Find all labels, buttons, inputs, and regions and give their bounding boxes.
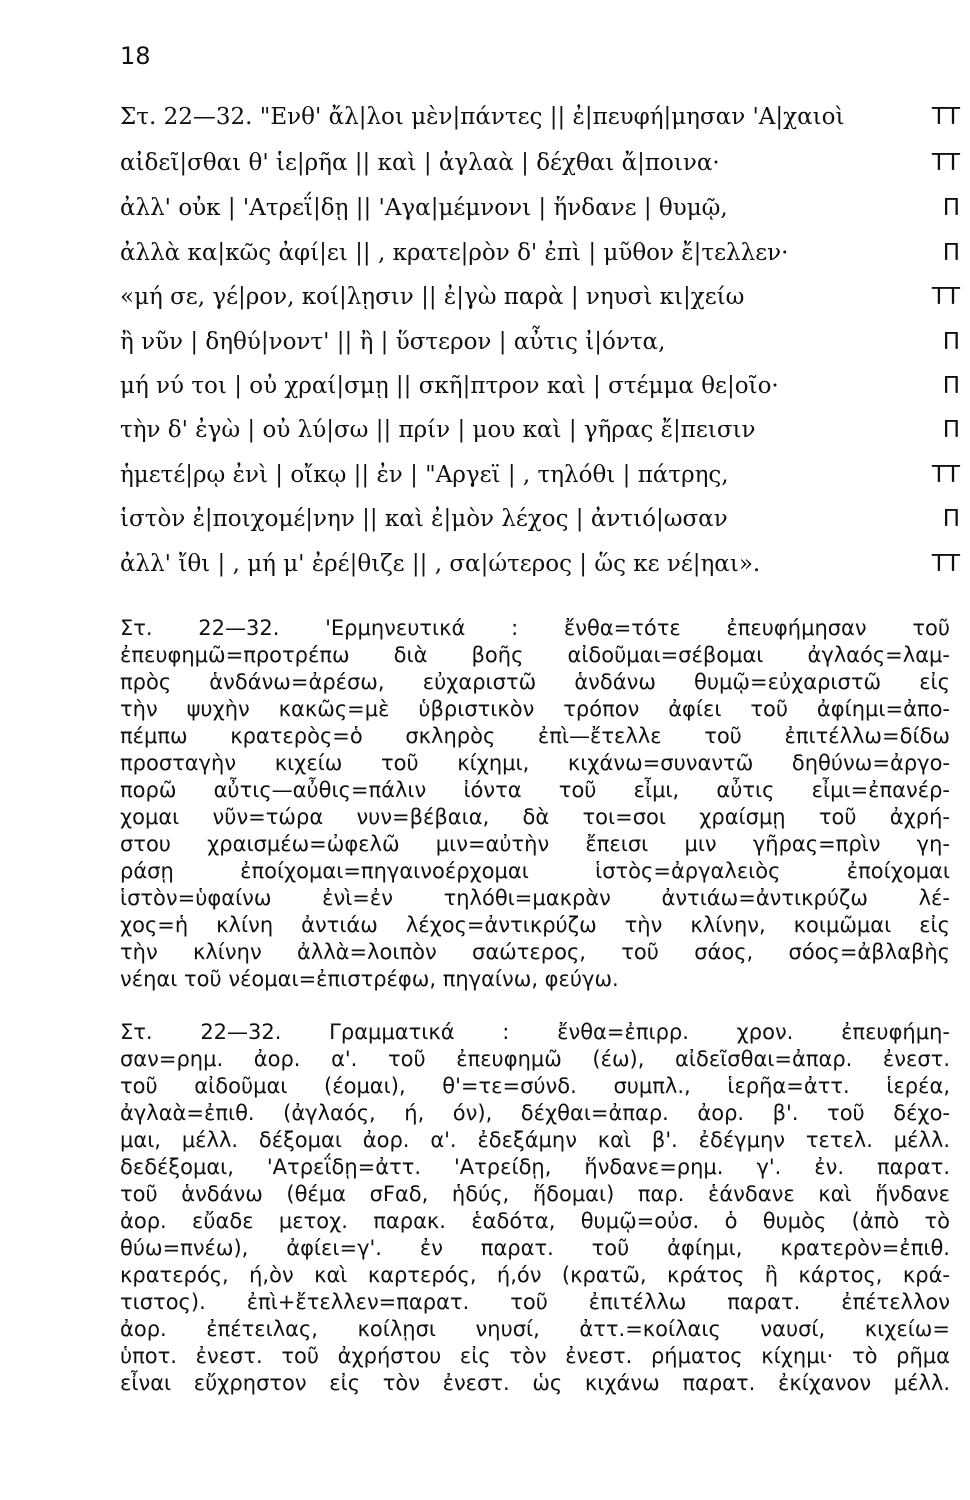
meter-mark: ΤΤ bbox=[931, 284, 960, 310]
verse-text: ἀλλ' ἴθι | , μή μ' ἐρέ|θιζε || , σα|ώτερος | ὥς κε νέ|ηαι». bbox=[120, 551, 761, 577]
commentary-line: στου χραισμέω=ὠφελῶ μιν=αὐτὴν ἔπεισι μιν γῆρας=πρὶν γη- bbox=[120, 832, 950, 856]
verse-text: ἡμετέ|ρῳ ἐνὶ | οἴκῳ || ἐν | "Αργεϊ | , τηλόθι | πάτρης, bbox=[120, 462, 729, 488]
grammar-line: ἀορ. ἐπέτειλας, κοίλῃσι νηυσί, ἀττ.=κοίλαις ναυσί, κιχείω= bbox=[120, 1317, 950, 1341]
meter-mark: Π bbox=[942, 506, 960, 532]
grammar-line: τοῦ αἰδοῦμαι (έομαι), θ'=τε=σύνδ. συμπλ., ἱερῆα=ἀττ. ἱερέα, bbox=[120, 1074, 950, 1098]
commentary-line: χομαι νῦν=τώρα νυν=βέβαια, δὰ τοι=σοι χραίσμῃ τοῦ ἀχρή- bbox=[120, 805, 950, 829]
commentary-line: χος=ἡ κλίνη ἀντιάω λέχος=ἀντικρύζω τὴν κλίνην, κοιμῶμαι εἰς bbox=[120, 913, 950, 937]
commentary-line: τὴν κλίνην ἀλλὰ=λοιπὸν σαώτερος, τοῦ σάος, σόος=ἀβλαβὴς bbox=[120, 940, 950, 964]
meter-mark: ΤΤ bbox=[931, 150, 960, 176]
grammar-line: ὑποτ. ἐνεστ. τοῦ ἀχρήστου εἰς τὸν ἐνεστ. ρήματος κίχημι· τὸ ρῆμα bbox=[120, 1344, 950, 1368]
grammar-line: κρατερός, ή,ὸν καὶ καρτερός, ή,όν (κρατῶ, κράτος ἢ κάρτος, κρά- bbox=[120, 1263, 950, 1287]
meter-mark: Π bbox=[942, 195, 960, 221]
grammar-line: τοῦ ἁνδάνω (θέμα σFαδ, ἡδύς, ἥδομαι) παρ. ἑάνδανε καὶ ἥνδανε bbox=[120, 1182, 950, 1206]
verse-text: μή νύ τοι | οὐ χραί|σμῃ || σκῆ|πτρον καὶ | στέμμα θε|οῖο· bbox=[120, 373, 779, 399]
verse-text: αἰδεῖ|σθαι θ' ἱε|ρῆα || καὶ | ἀγλαὰ | δέχθαι ἄ|ποινα· bbox=[120, 150, 720, 176]
grammar-line: ἀορ. εὔαδε μετοχ. παρακ. ἑαδότα, θυμῷ=οὐσ. ὁ θυμὸς (ἀπὸ τὸ bbox=[120, 1209, 950, 1233]
meter-mark: Π bbox=[942, 373, 960, 399]
verse-text: τὴν δ' ἐγὼ | οὐ λύ|σω || πρίν | μου καὶ | γῆρας ἔ|πεισιν bbox=[120, 417, 756, 443]
verse-text: ἀλλ' οὐκ | 'Ατρεΐ|δῃ || 'Αγα|μέμνονι | ἥνδανε | θυμῷ, bbox=[120, 195, 728, 221]
commentary-line: ράσῃ ἐποίχομαι=πηγαινοέρχομαι ἱστὸς=ἀργαλειὸς ἐποίχομαι bbox=[120, 859, 950, 883]
meter-mark: ΤΤ bbox=[931, 104, 960, 130]
meter-mark: Π bbox=[942, 240, 960, 266]
meter-mark: Π bbox=[942, 417, 960, 443]
verse-text: Στ. 22—32. "Ενθ' ἄλ|λοι μὲν|πάντες || ἐ|πευφή|μησαν 'Α|χαιοὶ bbox=[120, 104, 845, 130]
grammar-line: ἀγλαὰ=ἐπιθ. (ἀγλαός, ή, όν), δέχθαι=ἀπαρ. ἀορ. β'. τοῦ δέχο- bbox=[120, 1101, 950, 1125]
commentary-line: ἐπευφημῶ=προτρέπω διὰ βοῆς αἰδοῦμαι=σέβομαι ἀγλαός=λαμ- bbox=[120, 643, 950, 667]
verse-text: ἱστὸν ἐ|ποιχομέ|νην || καὶ ἐ|μὸν λέχος | ἀντιό|ωσαν bbox=[120, 506, 728, 532]
commentary-line: ἱστὸν=ὑφαίνω ἐνὶ=ἐν τηλόθι=μακρὰν ἀντιάω=ἀντικρύζω λέ- bbox=[120, 886, 950, 910]
grammar-line: Στ. 22—32. Γραμματικά : ἔνθα=ἐπιρρ. χρον. ἐπευφήμη- bbox=[120, 1020, 950, 1044]
meter-mark: Π bbox=[942, 329, 960, 355]
grammar-line: θύω=πνέω), ἀφίει=γ'. ἐν παρατ. τοῦ ἀφίημι, κρατερὸν=ἐπιθ. bbox=[120, 1236, 950, 1260]
verse-text: ἀλλὰ κα|κῶς ἀφί|ει || , κρατε|ρὸν δ' ἐπὶ | μῦθον ἔ|τελλεν· bbox=[120, 240, 789, 266]
commentary-line: πέμπω κρατερὸς=ὁ σκληρὸς ἐπὶ—ἔτελλε τοῦ ἐπιτέλλω=δίδω bbox=[120, 724, 950, 748]
commentary-line: προσταγὴν κιχείω τοῦ κίχημι, κιχάνω=συναντῶ δηθύνω=ἀργο- bbox=[120, 751, 950, 775]
grammar-line: σαν=ρημ. ἀορ. α'. τοῦ ἐπευφημῶ (έω), αἰδεῖσθαι=ἀπαρ. ἐνεστ. bbox=[120, 1047, 950, 1071]
commentary-line: Στ. 22—32. 'Ερμηνευτικά : ἔνθα=τότε ἐπευφήμησαν τοῦ bbox=[120, 616, 950, 640]
commentary-line: νέηαι τοῦ νέομαι=ἐπιστρέφω, πηγαίνω, φεύγω. bbox=[120, 967, 619, 991]
verse-text: «μή σε, γέ|ρον, κοί|λῃσιν || ἐ|γὼ παρὰ | νηυσὶ κι|χείω bbox=[120, 284, 745, 310]
grammar-line: δεδέξομαι, 'Ατρεΐδῃ=ἀττ. 'Ατρείδῃ, ἥνδανε=ρημ. γ'. ἐν. παρατ. bbox=[120, 1155, 950, 1179]
page-number: 18 bbox=[120, 42, 151, 70]
commentary-line: πορῶ αὖτις—αὖθις=πάλιν ἰόντα τοῦ εἶμι, αὖτις εἶμι=ἐπανέρ- bbox=[120, 778, 950, 802]
commentary-line: πρὸς ἁνδάνω=ἀρέσω, εὐχαριστῶ ἁνδάνω θυμῷ=εὐχαριστῶ εἰς bbox=[120, 670, 950, 694]
commentary-line: τὴν ψυχὴν κακῶς=μὲ ὑβριστικὸν τρόπον ἀφίει τοῦ ἀφίημι=ἀπο- bbox=[120, 697, 950, 721]
grammar-line: τιστος). ἐπὶ+ἔτελλεν=παρατ. τοῦ ἐπιτέλλω παρατ. ἐπέτελλον bbox=[120, 1290, 950, 1314]
meter-mark: ΤΤ bbox=[931, 551, 960, 577]
verse-text: ἢ νῦν | δηθύ|νοντ' || ἢ | ὕστερον | αὖτις ἰ|όντα, bbox=[120, 329, 666, 355]
grammar-line: μαι, μέλλ. δέξομαι ἀορ. α'. ἐδεξάμην καὶ β'. ἐδέγμην τετελ. μέλλ. bbox=[120, 1128, 950, 1152]
grammar-line: εἶναι εὔχρηστον εἰς τὸν ἐνεστ. ὡς κιχάνω παρατ. ἐκίχανον μέλλ. bbox=[120, 1371, 950, 1395]
meter-mark: ΤΤ bbox=[931, 462, 960, 488]
